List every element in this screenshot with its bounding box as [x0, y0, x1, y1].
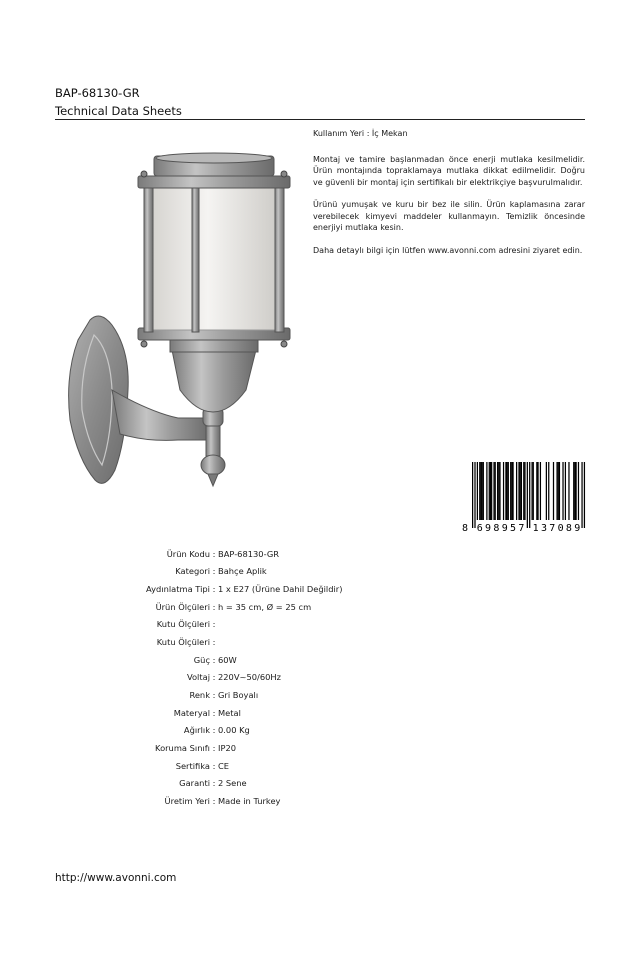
spec-key: Kategori	[175, 566, 210, 577]
spec-separator: :	[212, 548, 216, 559]
barcode-bar	[527, 462, 528, 528]
spec-separator: :	[212, 619, 216, 630]
barcode-digit: 9	[574, 523, 581, 532]
barcode-bar	[483, 462, 484, 520]
spec-row	[90, 580, 438, 598]
barcode-bar	[486, 462, 487, 520]
barcode-bar	[490, 462, 491, 520]
barcode-bar	[474, 462, 475, 528]
barcode-digit: 7	[518, 523, 525, 532]
spec-key: Kutu Ölçüleri	[156, 637, 210, 648]
cleaning-paragraph: Ürünü yumuşak ve kuru bir bez ile silin. Ürün kaplamasına zarar verebilecek kimyevi maddeler kullanmayın. Temizlik öncesinde enerjiyi mutlaka kesin.	[313, 200, 585, 232]
product-code-heading: BAP-68130-GR	[55, 86, 140, 100]
spec-key: Materyal	[173, 707, 210, 718]
barcode-bar	[565, 462, 566, 520]
barcode-bar	[578, 462, 579, 520]
barcode-bar	[521, 462, 522, 520]
spec-separator: :	[212, 584, 216, 595]
spec-key: Üretim Yeri	[164, 795, 210, 806]
barcode-bar	[548, 462, 549, 520]
spec-value: 0.00 Kg	[218, 725, 250, 736]
lamp-base	[170, 338, 258, 412]
lamp-top-cap	[138, 153, 290, 188]
spec-separator: :	[212, 742, 216, 753]
spec-value: Made in Turkey	[218, 795, 281, 806]
barcode-bar	[477, 462, 478, 520]
spec-separator: :	[212, 760, 216, 771]
barcode-bar	[546, 462, 547, 520]
barcode-bar	[568, 462, 569, 520]
barcode-bar	[495, 462, 496, 520]
barcode-digit: 5	[510, 523, 517, 532]
spec-value: IP20	[218, 742, 237, 753]
spec-key: Ürün Kodu	[166, 548, 210, 559]
spec-separator: :	[212, 601, 216, 612]
barcode-bar	[559, 462, 560, 520]
usage-location: Kullanım Yeri : İç Mekan	[313, 129, 408, 138]
spec-key: Kutu Ölçüleri	[156, 619, 210, 630]
barcode-bar	[516, 462, 517, 520]
spec-separator: :	[212, 725, 216, 736]
safety-paragraph: Montaj ve tamire başlanmadan önce enerji mutlaka kesilmelidir. Ürün montajında topraklamaya mutlaka dikkat edilmelidir. Doğru ve güvenli bir montaj için sertifikalı bir elektrikçiye başvurulmalıdır.	[313, 154, 585, 187]
spec-key: Renk	[189, 689, 210, 700]
barcode-digit: 8	[462, 523, 469, 532]
spec-key: Garanti	[179, 778, 210, 789]
barcode-digit: 6	[476, 523, 483, 532]
spec-table	[90, 545, 438, 810]
spec-value: CE	[218, 760, 230, 771]
barcode-bar	[472, 462, 473, 528]
barcode-bar	[531, 462, 532, 520]
info-section	[313, 128, 585, 267]
barcode-bar	[581, 462, 582, 528]
spec-row	[90, 721, 438, 739]
barcode-bar	[479, 462, 480, 520]
spec-separator: :	[212, 672, 216, 683]
barcode-digit: 8	[565, 523, 572, 532]
barcode-bar	[489, 462, 490, 520]
spec-separator: :	[212, 795, 216, 806]
spec-key: Güç	[193, 654, 210, 665]
barcode-bar	[498, 462, 499, 520]
spec-value: 2 Sene	[218, 778, 247, 789]
barcode	[462, 462, 586, 532]
barcode-bar	[482, 462, 483, 520]
spec-row	[90, 651, 438, 669]
spec-separator: :	[212, 778, 216, 789]
spec-value: 60W	[218, 654, 237, 665]
spec-row	[90, 633, 438, 651]
spec-row	[90, 668, 438, 686]
barcode-digit: 9	[485, 523, 492, 532]
spec-row	[90, 545, 438, 563]
barcode-bar	[512, 462, 513, 520]
barcode-bar	[520, 462, 521, 520]
spec-key: Sertifika	[175, 760, 210, 771]
spec-row	[90, 563, 438, 581]
barcode-bar	[506, 462, 507, 520]
spec-row	[90, 704, 438, 722]
spec-row	[90, 598, 438, 616]
barcode-bar	[524, 462, 525, 520]
spec-value: Bahçe Aplik	[218, 566, 267, 577]
spec-value: Gri Boyalı	[218, 689, 259, 700]
spec-separator: :	[212, 707, 216, 718]
spec-row	[90, 686, 438, 704]
barcode-bar	[562, 462, 563, 520]
barcode-digit: 1	[532, 523, 539, 532]
lamp-glass-shade	[152, 188, 276, 330]
barcode-bar	[497, 462, 498, 520]
spec-row	[90, 739, 438, 757]
spec-key: Koruma Sınıfı	[155, 742, 210, 753]
spec-separator: :	[212, 689, 216, 700]
barcode-bar	[511, 462, 512, 520]
spec-separator: :	[212, 566, 216, 577]
barcode-bar	[575, 462, 576, 520]
barcode-bar	[529, 462, 530, 528]
barcode-bar	[584, 462, 585, 528]
barcode-digit: 7	[549, 523, 556, 532]
barcode-bar	[536, 462, 537, 520]
barcode-bar	[499, 462, 500, 520]
footer-url[interactable]: http://www.avonni.com	[55, 872, 177, 884]
barcode-bar	[573, 462, 574, 520]
spec-row	[90, 757, 438, 775]
lamp-finial	[201, 408, 225, 486]
barcode-bar	[518, 462, 519, 520]
barcode-digit: 0	[557, 523, 564, 532]
product-image	[60, 150, 310, 495]
barcode-bar	[574, 462, 575, 520]
barcode-bar	[480, 462, 481, 520]
spec-key: Ürün Ölçüleri	[155, 601, 210, 612]
spec-value: h = 35 cm, Ø = 25 cm	[218, 601, 312, 612]
header-divider	[55, 119, 585, 120]
spec-key: Aydınlatma Tipi	[146, 584, 210, 595]
spec-row	[90, 792, 438, 810]
spec-row	[90, 616, 438, 634]
barcode-bar	[493, 462, 494, 520]
spec-value: BAP-68130-GR	[218, 548, 280, 559]
barcode-bar	[503, 462, 504, 520]
barcode-bar	[540, 462, 541, 520]
spec-value: 1 x E27 (Ürüne Dahil Değildir)	[218, 584, 343, 595]
barcode-bar	[491, 462, 492, 520]
website-paragraph: Daha detaylı bilgi için lütfen www.avonni.com adresini ziyaret edin.	[313, 245, 583, 255]
barcode-bar	[510, 462, 511, 520]
barcode-bar	[523, 462, 524, 520]
barcode-bar	[553, 462, 554, 520]
document-subtitle: Technical Data Sheets	[55, 104, 182, 118]
barcode-digit: 8	[493, 523, 500, 532]
barcode-digit: 9	[501, 523, 508, 532]
barcode-bar	[533, 462, 534, 520]
barcode-bar	[556, 462, 557, 520]
barcode-digit: 3	[540, 523, 547, 532]
barcode-bar	[508, 462, 509, 520]
spec-value: Metal	[218, 707, 241, 718]
spec-key: Ağırlık	[183, 725, 210, 736]
barcode-bar	[505, 462, 506, 520]
barcode-bar	[558, 462, 559, 520]
spec-key: Voltaj	[186, 672, 210, 683]
spec-row	[90, 774, 438, 792]
spec-value: 220V~50/60Hz	[218, 672, 281, 683]
barcode-bar	[537, 462, 538, 520]
spec-separator: :	[212, 654, 216, 665]
spec-separator: :	[212, 637, 216, 648]
